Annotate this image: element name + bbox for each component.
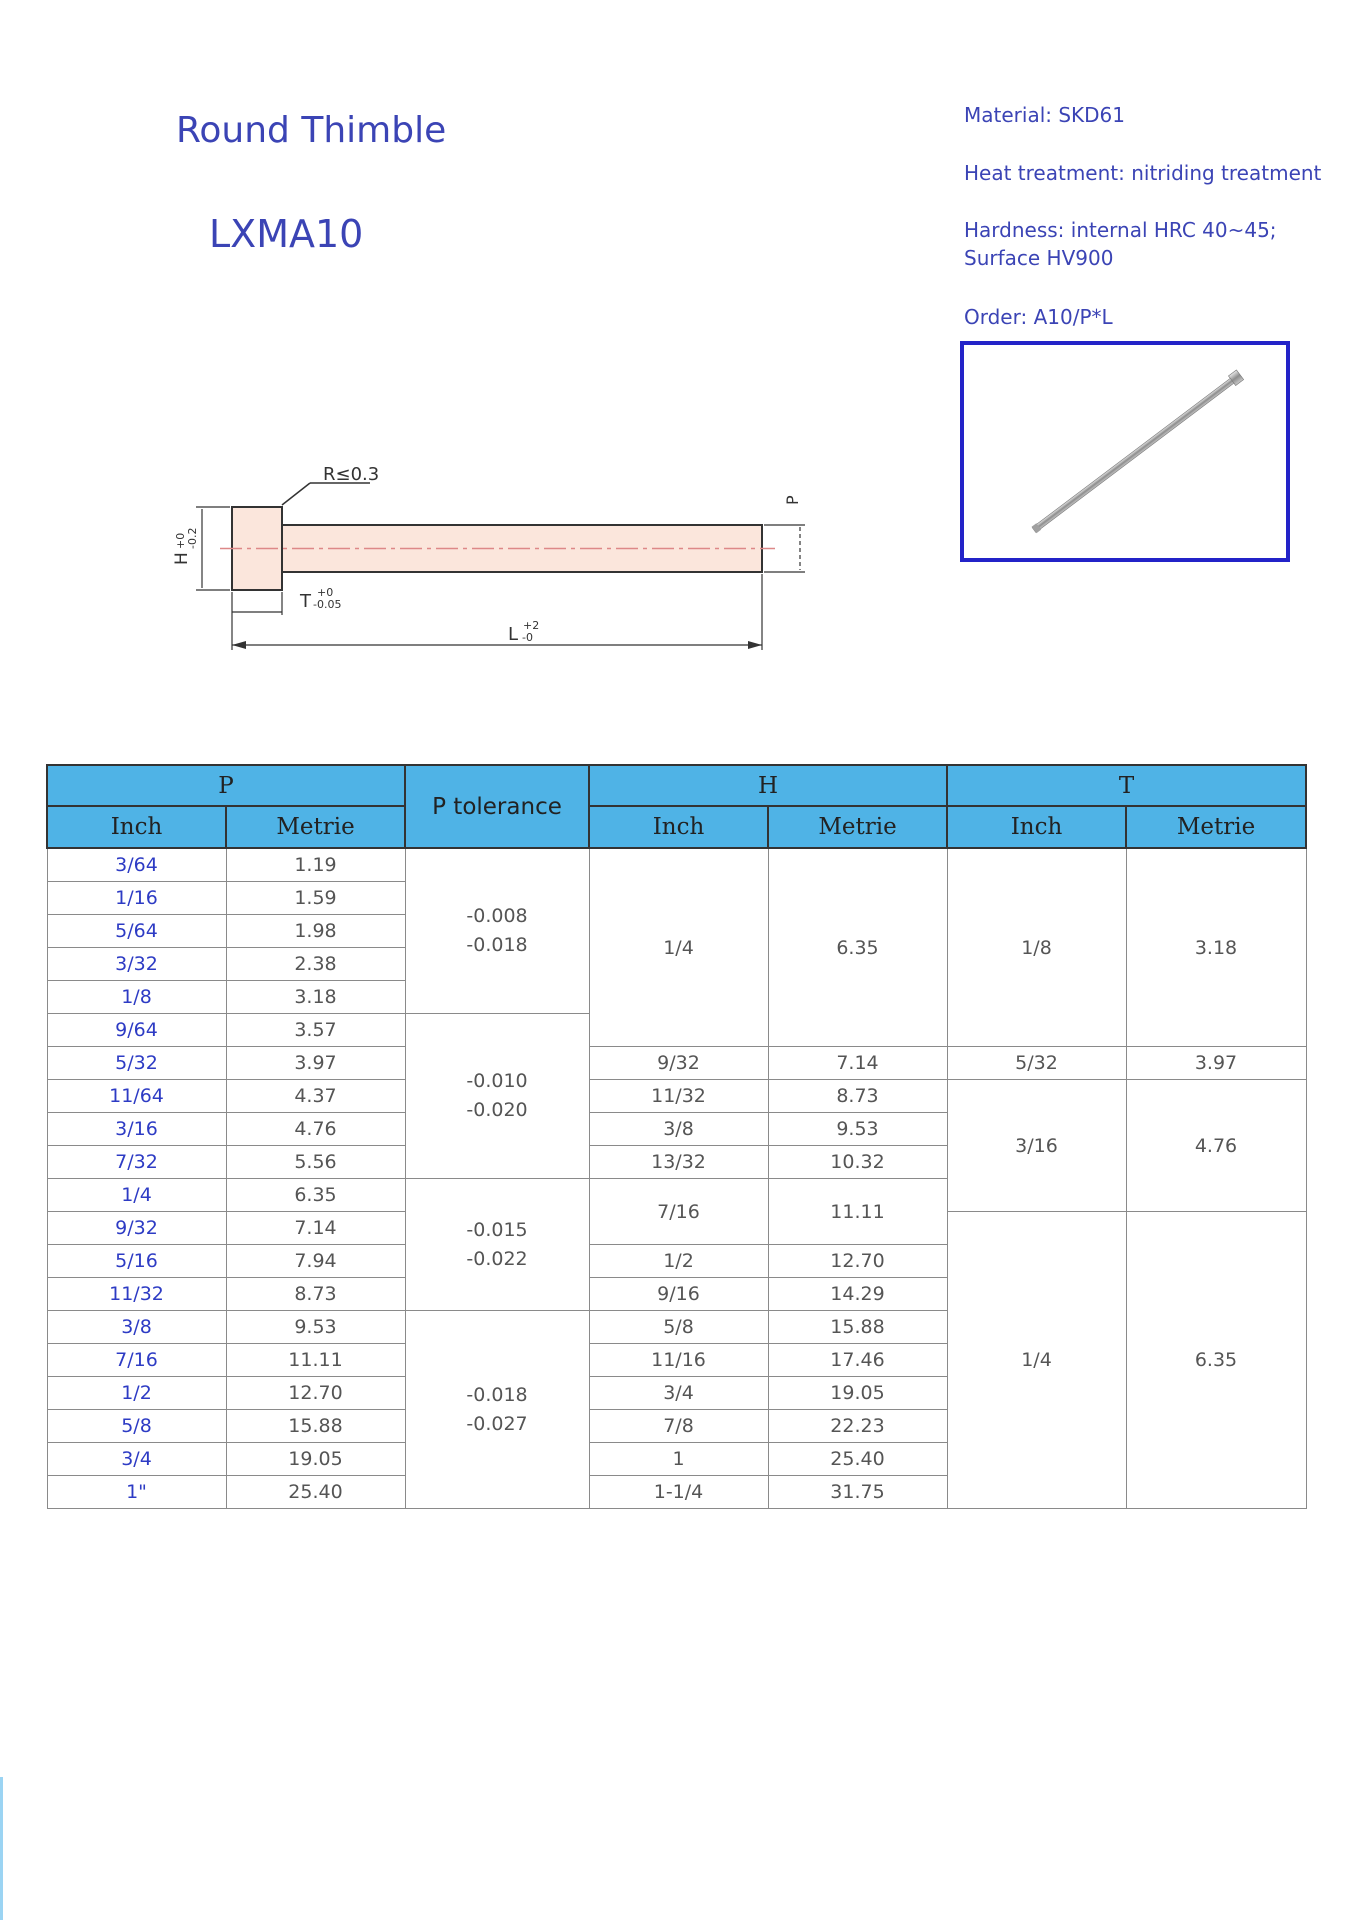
t-tol-minus: -0.05 bbox=[313, 598, 342, 611]
t-inch: 3/16 bbox=[947, 1080, 1126, 1212]
p-inch: 3/16 bbox=[47, 1113, 226, 1146]
p-inch: 9/64 bbox=[47, 1014, 226, 1047]
h-metric: 10.32 bbox=[768, 1146, 947, 1179]
spec-heat-treatment: Heat treatment: nitriding treatment bbox=[964, 161, 1322, 185]
h-inch: 9/32 bbox=[589, 1047, 768, 1080]
h-inch: 5/8 bbox=[589, 1311, 768, 1344]
h-inch: 7/16 bbox=[589, 1179, 768, 1245]
t-metric: 3.97 bbox=[1126, 1047, 1306, 1080]
h-metric: 11.11 bbox=[768, 1179, 947, 1245]
h-metric: 15.88 bbox=[768, 1311, 947, 1344]
tol-upper: -0.008 bbox=[466, 905, 528, 927]
p-inch: 7/16 bbox=[47, 1344, 226, 1377]
h-inch: 11/32 bbox=[589, 1080, 768, 1113]
t-metric: 6.35 bbox=[1126, 1212, 1306, 1509]
p-inch: 5/8 bbox=[47, 1410, 226, 1443]
spec-hardness: Hardness: internal HRC 40~45; Surface HV900 bbox=[964, 218, 1277, 270]
p-metric: 3.18 bbox=[226, 981, 405, 1014]
p-metric: 4.37 bbox=[226, 1080, 405, 1113]
h-inch: 1-1/4 bbox=[589, 1476, 768, 1509]
p-tolerance bbox=[405, 1179, 589, 1311]
tol-lower: -0.027 bbox=[466, 1412, 528, 1435]
h-metric: 25.40 bbox=[768, 1443, 947, 1476]
table-row bbox=[47, 1080, 1306, 1113]
product-title: Round Thimble bbox=[176, 110, 447, 151]
p-tolerance bbox=[405, 1311, 589, 1509]
p-inch: 3/32 bbox=[47, 948, 226, 981]
h-inch: 11/16 bbox=[589, 1344, 768, 1377]
t-inch: 1/8 bbox=[947, 848, 1126, 1047]
spec-order: Order: A10/P*L bbox=[964, 305, 1113, 329]
h-inch: 3/8 bbox=[589, 1113, 768, 1146]
table-row bbox=[47, 848, 1306, 882]
p-inch: 1" bbox=[47, 1476, 226, 1509]
p-inch: 1/2 bbox=[47, 1377, 226, 1410]
h-inch: 1/2 bbox=[589, 1245, 768, 1278]
p-inch: 5/32 bbox=[47, 1047, 226, 1080]
header-p-inch: Inch bbox=[47, 806, 226, 848]
h-metric: 9.53 bbox=[768, 1113, 947, 1146]
ejector-pin-image bbox=[964, 345, 1286, 558]
tol-upper: -0.018 bbox=[466, 1383, 528, 1406]
l-label: L bbox=[508, 624, 519, 645]
p-tolerance bbox=[405, 1014, 589, 1179]
h-tol-minus: -0.2 bbox=[186, 527, 199, 549]
h-metric: 17.46 bbox=[768, 1344, 947, 1377]
l-tol-plus: +2 bbox=[523, 619, 540, 632]
h-inch: 9/16 bbox=[589, 1278, 768, 1311]
p-metric: 7.94 bbox=[226, 1245, 405, 1278]
h-metric: 12.70 bbox=[768, 1245, 947, 1278]
p-metric: 15.88 bbox=[226, 1410, 405, 1443]
header-h-inch: Inch bbox=[589, 806, 768, 848]
t-metric: 4.76 bbox=[1126, 1080, 1306, 1212]
p-metric: 1.98 bbox=[226, 915, 405, 948]
t-label: T bbox=[300, 591, 311, 612]
p-inch: 5/64 bbox=[47, 915, 226, 948]
h-metric: 7.14 bbox=[768, 1047, 947, 1080]
radius-label: R≤0.3 bbox=[323, 465, 380, 485]
tol-lower: -0.018 bbox=[466, 934, 528, 956]
h-metric: 19.05 bbox=[768, 1377, 947, 1410]
l-tol-minus: -0 bbox=[522, 631, 533, 644]
p-metric: 1.19 bbox=[226, 848, 405, 882]
h-metric: 6.35 bbox=[768, 848, 947, 1047]
h-metric: 31.75 bbox=[768, 1476, 947, 1509]
spec-material: Material: SKD61 bbox=[964, 103, 1126, 127]
p-inch: 3/64 bbox=[47, 848, 226, 882]
h-inch: 1 bbox=[589, 1443, 768, 1476]
h-tol-plus: +0 bbox=[174, 532, 187, 549]
p-metric: 2.38 bbox=[226, 948, 405, 981]
page-edge-accent bbox=[0, 1777, 3, 1920]
t-tol-plus: +0 bbox=[317, 586, 334, 599]
p-metric: 8.73 bbox=[226, 1278, 405, 1311]
p-inch: 3/4 bbox=[47, 1443, 226, 1476]
header-p: P bbox=[47, 765, 405, 806]
p-inch: 1/4 bbox=[47, 1179, 226, 1212]
dimension-table bbox=[46, 764, 1307, 1509]
p-metric: 1.59 bbox=[226, 882, 405, 915]
product-code: LXMA10 bbox=[209, 212, 364, 256]
technical-drawing bbox=[160, 465, 820, 660]
t-metric: 3.18 bbox=[1126, 848, 1306, 1047]
h-metric: 8.73 bbox=[768, 1080, 947, 1113]
header-p-metric: Metrie bbox=[226, 806, 405, 848]
tol-upper: -0.015 bbox=[466, 1218, 528, 1241]
product-photo bbox=[960, 341, 1290, 562]
p-inch: 7/32 bbox=[47, 1146, 226, 1179]
table-row bbox=[47, 1047, 1306, 1080]
p-inch: 11/32 bbox=[47, 1278, 226, 1311]
p-metric: 7.14 bbox=[226, 1212, 405, 1245]
p-metric: 6.35 bbox=[226, 1179, 405, 1212]
p-metric: 3.57 bbox=[226, 1014, 405, 1047]
header-h: H bbox=[589, 765, 947, 806]
p-inch: 1/16 bbox=[47, 882, 226, 915]
p-metric: 11.11 bbox=[226, 1344, 405, 1377]
p-inch: 1/8 bbox=[47, 981, 226, 1014]
h-inch: 13/32 bbox=[589, 1146, 768, 1179]
h-metric: 14.29 bbox=[768, 1278, 947, 1311]
header-t-metric: Metrie bbox=[1126, 806, 1306, 848]
h-inch: 7/8 bbox=[589, 1410, 768, 1443]
h-inch: 3/4 bbox=[589, 1377, 768, 1410]
t-inch: 1/4 bbox=[947, 1212, 1126, 1509]
t-inch: 5/32 bbox=[947, 1047, 1126, 1080]
p-metric: 3.97 bbox=[226, 1047, 405, 1080]
tol-lower: -0.020 bbox=[466, 1099, 528, 1121]
h-inch: 1/4 bbox=[589, 848, 768, 1047]
p-label: P bbox=[783, 495, 802, 505]
p-metric: 9.53 bbox=[226, 1311, 405, 1344]
p-inch: 3/8 bbox=[47, 1311, 226, 1344]
p-metric: 12.70 bbox=[226, 1377, 405, 1410]
p-inch: 5/16 bbox=[47, 1245, 226, 1278]
header-p-tolerance: P tolerance bbox=[405, 765, 589, 848]
tol-upper: -0.010 bbox=[466, 1070, 528, 1092]
h-label: H bbox=[172, 552, 192, 565]
p-metric: 5.56 bbox=[226, 1146, 405, 1179]
header-t: T bbox=[947, 765, 1306, 806]
p-tolerance bbox=[405, 848, 589, 1014]
p-inch: 11/64 bbox=[47, 1080, 226, 1113]
p-metric: 19.05 bbox=[226, 1443, 405, 1476]
tol-lower: -0.022 bbox=[466, 1247, 528, 1270]
p-inch: 9/32 bbox=[47, 1212, 226, 1245]
p-metric: 25.40 bbox=[226, 1476, 405, 1509]
header-t-inch: Inch bbox=[947, 806, 1126, 848]
h-metric: 22.23 bbox=[768, 1410, 947, 1443]
p-metric: 4.76 bbox=[226, 1113, 405, 1146]
header-h-metric: Metrie bbox=[768, 806, 947, 848]
